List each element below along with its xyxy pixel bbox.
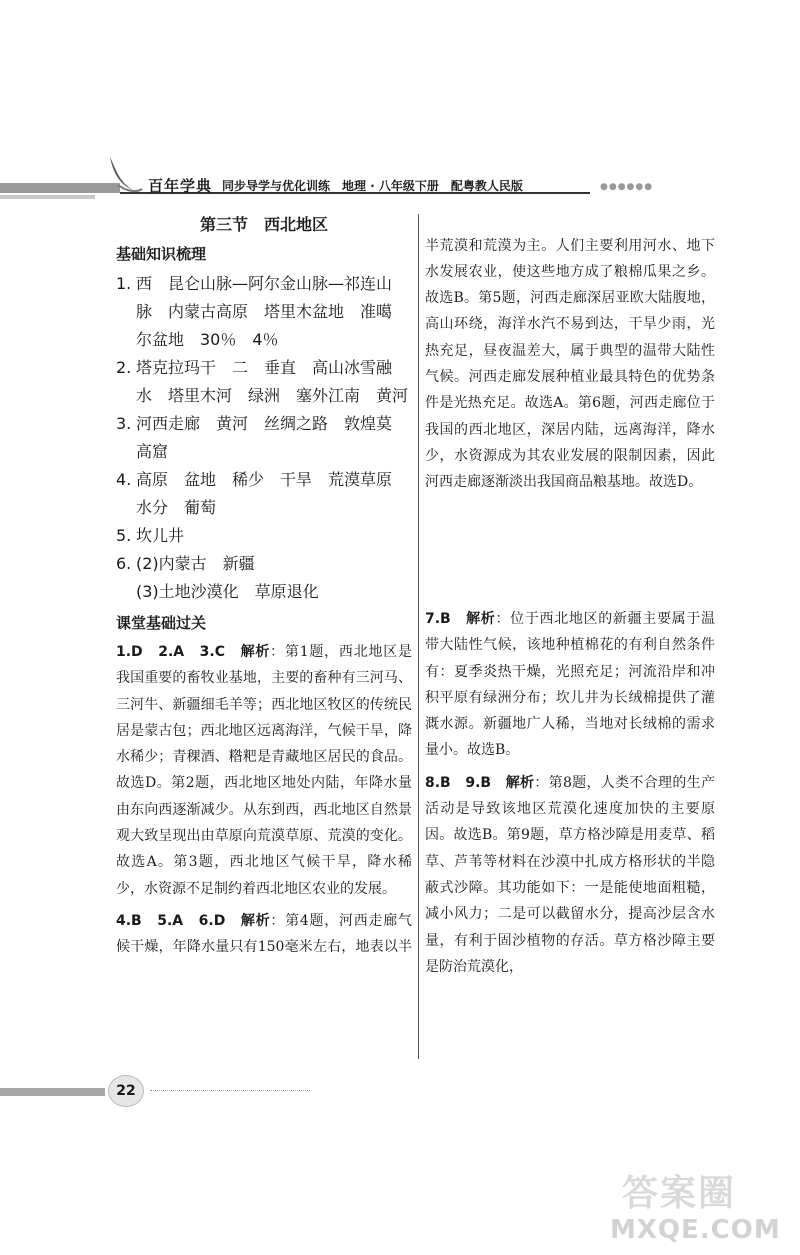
right-column	[425, 232, 715, 986]
footer-band	[0, 1088, 105, 1096]
explanation-4-6-cont: 半荒漠和荒漠为主。人们主要利用河水、地下水发展农业，使这些地方成了粮棉瓜果之乡。故选B。第5题，河西走廊深居亚欧大陆腹地，高山环绕，海洋水汽不易到达，干旱少雨，光热充足，昼夜温差大，属于典型的温带大陆性气候。河西走廊发展种植业最具特色的优势条件是光热充足。故选A。第6题，河西走廊位于我国的西北地区，深居内陆，远离海洋，降水少，水资源成为其农业发展的限制因素，因此河西走廊逐渐淡出我国商品粮基地。故选D。	[425, 237, 715, 491]
explanation-7: 7.B 解析：位于西北地区的新疆主要属于温带大陆性气候，该地种植棉花的有利自然条件有：夏季炎热干燥，光照充足；河流沿岸和冲积平原有绿洲分布；坎儿井为长绒棉提供了灌溉水源。新疆地广人稀，当地对长绒棉的需求量小。故选B。	[425, 611, 716, 759]
header-dots: ●●●●●●	[600, 182, 654, 192]
left-column	[116, 212, 412, 966]
section-title: 第三节 西北地区	[199, 215, 328, 234]
brand-swoosh-icon	[104, 155, 144, 195]
footer-dotted-rule	[150, 1090, 310, 1091]
answer-item-5: 5. 坎儿井	[116, 526, 185, 545]
watermark-text: 答案圈	[622, 1173, 737, 1214]
answer-item-4: 4. 高原 盆地 稀少 干旱 荒漠草原 水分 葡萄	[116, 470, 393, 517]
header-band	[0, 183, 120, 193]
explanation-8-9: 8.B 9.B 解析：第8题，人类不合理的生产活动是导致该地区荒漠化速度加快的主要原因。故选B。第9题，草方格沙障是用麦草、稻草、芦苇等材料在沙漠中扎成方格形状的半隐蔽式沙障。其功能如下：一是能使地面粗糙，减小风力；二是可以截留水分，提高沙层含水量，有利于固沙植物的存活。草方格沙障主要是防治荒漠化，	[425, 774, 715, 975]
explanation-1-3: 1.D 2.A 3.C 解析：第1题，西北地区是我国重要的畜牧业基地，主要的畜种有三河马、三河牛、新疆细毛羊等；西北地区牧区的传统民居是蒙古包；西北地区远离海洋，气候干旱，降水稀少；青稞酒、糌粑是青藏地区居民的食品。故选D。第2题，西北地区地处内陆，年降水量由东向西逐渐减少。从东到西，西北地区自然景观大致呈现出由草原向荒漠草原、荒漠的变化。故选A。第3题，西北地区气候干旱，降水稀少，水资源不足制约着西北地区农业的发展。	[116, 644, 413, 897]
watermark-url: MXQE.COM	[610, 1215, 781, 1245]
page-header	[0, 155, 800, 200]
page-footer	[0, 1070, 800, 1110]
header-band-thin	[0, 195, 95, 199]
book-subtitle: 同步导学与优化训练 地理 · 八年级下册 配粤教人民版	[222, 179, 523, 193]
answer-item-6: 6. (2)内蒙古 新疆 (3)土地沙漠化 草原退化	[116, 554, 319, 601]
watermark-logo	[610, 1165, 790, 1250]
brand-name: 百年学典	[148, 177, 213, 195]
answer-item-1: 1. 西 昆仑山脉—阿尔金山脉—祁连山 脉 内蒙古高原 塔里木盆地 准噶 尔盆地 30％ 4％	[116, 274, 393, 349]
page-number: 22	[108, 1075, 144, 1107]
classroom-heading: 课堂基础过关	[116, 614, 207, 632]
basics-heading: 基础知识梳理	[116, 245, 207, 263]
column-divider	[418, 214, 419, 1059]
explanation-4-6-start: 4.B 5.A 6.D 解析：第4题，河西走廊气候干燥，年降水量只有150毫米左右，地表以半	[116, 912, 412, 956]
answer-item-3: 3. 河西走廊 黄河 丝绸之路 敦煌莫 高窟	[116, 414, 393, 461]
answer-item-2: 2. 塔克拉玛干 二 垂直 高山冰雪融 水 塔里木河 绿洲 塞外江南 黄河	[116, 358, 409, 405]
